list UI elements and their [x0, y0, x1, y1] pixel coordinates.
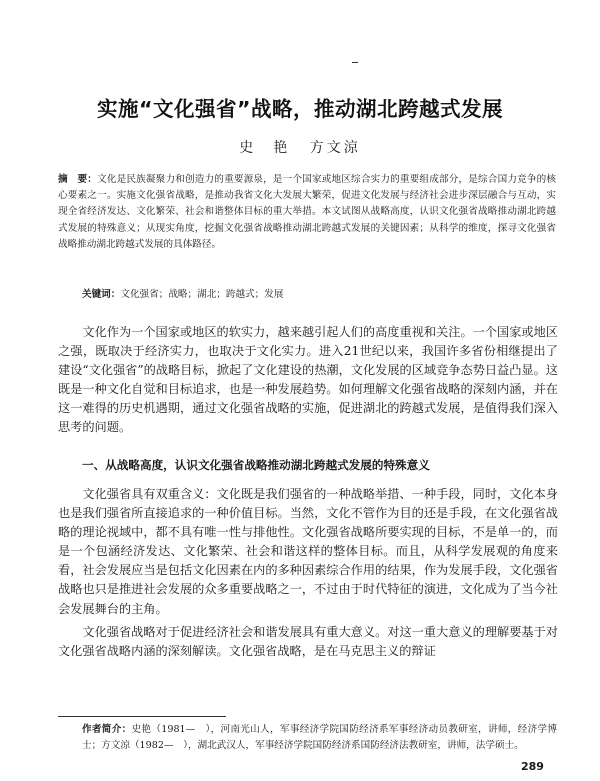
- body-paragraph: 文化强省具有双重含义：文化既是我们强省的一种战略举措、一种手段，同时，文化本身也是我们强省所直接追求的一种价值目标。当然，文化不管作为目的还是手段，在文化强省战略的理论视域中，都不具有唯一性与排他性。文化强省战略所要实现的目标，不是单一的，而是一个包涵经济发达、文化繁荣、社会和谐这样的整体目标。而且，从科学发展观的角度来看，社会发展应当是包括文化因素在内的多种因素综合作用的结果，作为发展手段，文化强省战略也只是推进社会发展的众多重要战略之一，不过由于时代特征的演进，文化成为了当今社会发展舞台的主角。: [58, 487, 558, 616]
- footnote-text: 史艳（1981— ），河南光山人，军事经济学院国防经济系军事经济动员教研室，讲师，经济学博士；方文涼（1982— ），湖北武汉人，军事经济学院国防经济系国防经济法教研室，讲师，法学硕士。: [82, 724, 557, 751]
- author-name: 史 艳: [239, 140, 291, 156]
- abstract-text: 文化是民族凝聚力和创造力的重要源泉，是一个国家或地区综合实力的重要组成部分，是综合国力竞争的核心要素之一。实施文化强省战略，是推动我省文化大发展大繁荣，促进文化发展与经济社会进步深层融合与互动，实现全省经济发达、文化繁荣、社会和谐整体目标的重大举措。本文试图从战略高度，认识文化强省战略推动湖北跨越式发展的特殊意义；从现实角度，挖掘文化强省战略推动湖北跨越式发展的关键因素；从科学的维度，探寻文化强省战略推动湖北跨越式发展的具体路径。: [58, 174, 557, 250]
- author-footnote: [82, 722, 557, 754]
- header-mark: [352, 62, 358, 63]
- section-heading: 一、从战略高度，认识文化强省战略推动湖北跨越式发展的特殊意义: [82, 458, 430, 472]
- footnote-label: 作者简介：: [82, 724, 132, 735]
- keywords: [82, 287, 552, 303]
- footnote-divider: [58, 716, 226, 717]
- section-body: [58, 485, 558, 665]
- abstract-label: 摘 要：: [58, 174, 98, 185]
- author-name: 方文涼: [309, 140, 361, 156]
- article-title: 实施“文化强省”战略，推动湖北跨越式发展: [97, 97, 503, 121]
- intro-section: [58, 323, 558, 438]
- page-number: 289: [521, 760, 544, 773]
- body-paragraph: 文化强省战略对于促进经济社会和谐发展具有重大意义。对这一重大意义的理解要基于对文化强省战略内涵的深刻解读。文化强省战略，是在马克思主义的辩证: [58, 624, 558, 658]
- intro-paragraph: 文化作为一个国家或地区的软实力，越来越引起人们的高度重视和关注。一个国家或地区之强，既取决于经济实力，也取决于文化实力。进入21世纪以来，我国许多省份相继提出了建设“文化强省”的战略目标，掀起了文化建设的热潮，文化发展的区域竞争态势日益凸显。这既是一种文化自觉和目标追求，也是一种发展趋势。如何理解文化强省战略的深刻内涵，并在这一难得的历史机遇期，通过文化强省战略的实施，促进湖北的跨越式发展，是值得我们深入思考的问题。: [58, 325, 558, 435]
- keywords-label: 关键词：: [82, 289, 121, 300]
- author-line: [0, 137, 600, 157]
- abstract: [58, 172, 556, 253]
- keywords-text: 文化强省；战略；湖北；跨越式；发展: [120, 289, 284, 300]
